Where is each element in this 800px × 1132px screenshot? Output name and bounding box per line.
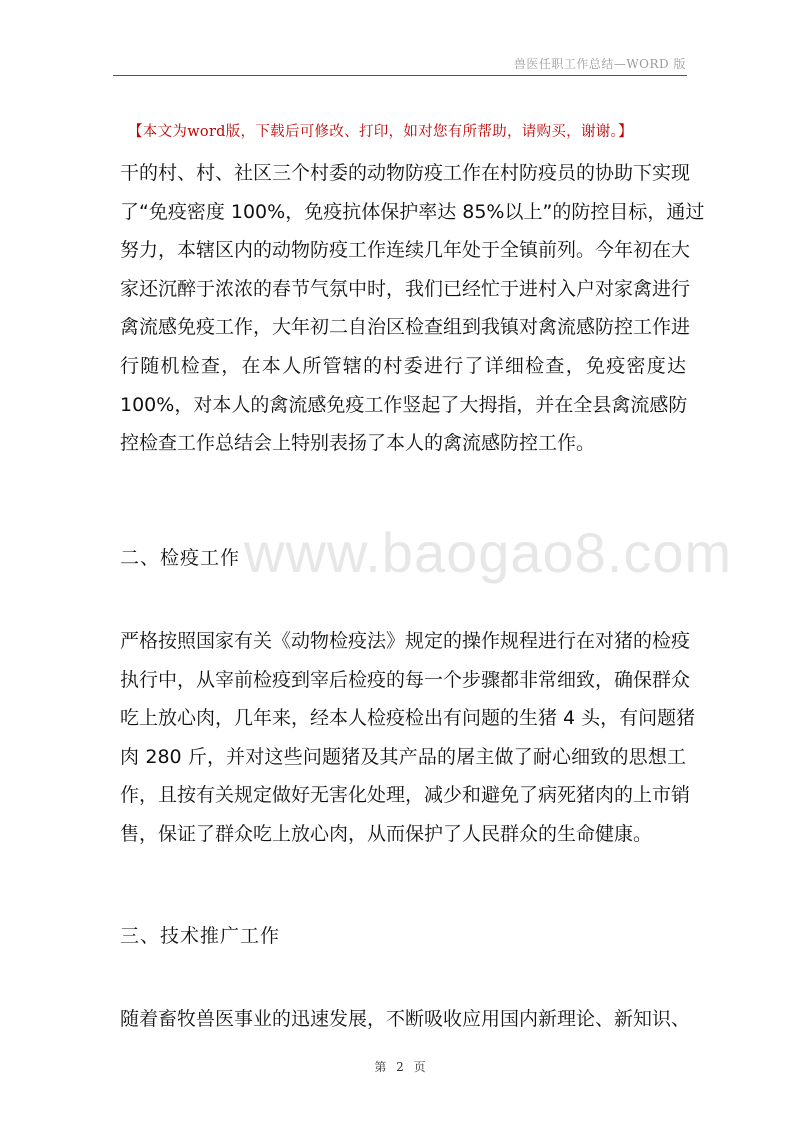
download-notice: 【本文为word版，下载后可修改、打印，如对您有所帮助，请购买，谢谢。】	[128, 124, 633, 140]
page-prefix: 第	[374, 1060, 387, 1074]
page-suffix: 页	[413, 1060, 426, 1074]
text-line: 吃上放心肉，几年来，经本人检疫检出有问题的生猪 4 头，有问题猪	[120, 707, 696, 730]
text-line: 努力，本辖区内的动物防疫工作连续几年处于全镇前列。今年初在大	[120, 239, 691, 262]
paragraph-tech-promotion	[120, 1000, 691, 1039]
running-header: 兽医任职工作总结—WORD 版	[513, 57, 686, 71]
text-line: 随着畜牧兽医事业的迅速发展，不断吸收应用国内新理论、新知识、	[120, 1008, 691, 1030]
text-line: 控检查工作总结会上特别表扬了本人的禽流感防控工作。	[120, 432, 596, 455]
text-line: 执行中，从宰前检疫到宰后检疫的每一个步骤都非常细致，确保群众	[120, 668, 691, 691]
page-number: 2	[396, 1060, 404, 1074]
section-heading-tech-promotion: 三、技术推广工作	[120, 925, 281, 947]
paragraph-inspection	[120, 622, 696, 854]
text-line: 肉 280 斤，并对这些问题猪及其产品的屠主做了耐心细致的思想工	[120, 745, 686, 768]
text-line: 作，且按有关规定做好无害化处理，减少和避免了病死猪肉的上市销	[120, 784, 691, 807]
text-line: 了“免疫密度 100%，免疫抗体保护率达 85%以上”的防控目标，通过	[120, 200, 705, 223]
text-line: 干的村、村、社区三个村委的动物防疫工作在村防疫员的协助下实现	[120, 162, 691, 184]
paragraph-epidemic-prevention	[120, 154, 705, 463]
text-line: 严格按照国家有关《动物检疫法》规定的操作规程进行在对猪的检疫	[120, 630, 691, 652]
section-heading-inspection: 二、检疫工作	[120, 547, 241, 569]
watermark-text: www.baogao8.com	[244, 521, 733, 584]
text-line: 100%，对本人的禽流感免疫工作竖起了大拇指，并在全县禽流感防	[120, 393, 688, 416]
text-line: 行随机检查，在本人所管辖的村委进行了详细检查，免疫密度达	[120, 354, 686, 377]
header-divider	[113, 75, 687, 76]
text-line: 售，保证了群众吃上放心肉，从而保护了人民群众的生命健康。	[120, 822, 653, 845]
text-line: 家还沉醉于浓浓的春节气氛中时，我们已经忙于进村入户对家禽进行	[120, 277, 691, 300]
text-line: 禽流感免疫工作，大年初二自治区检查组到我镇对禽流感防控工作进	[120, 316, 691, 339]
page-footer	[0, 1058, 800, 1075]
